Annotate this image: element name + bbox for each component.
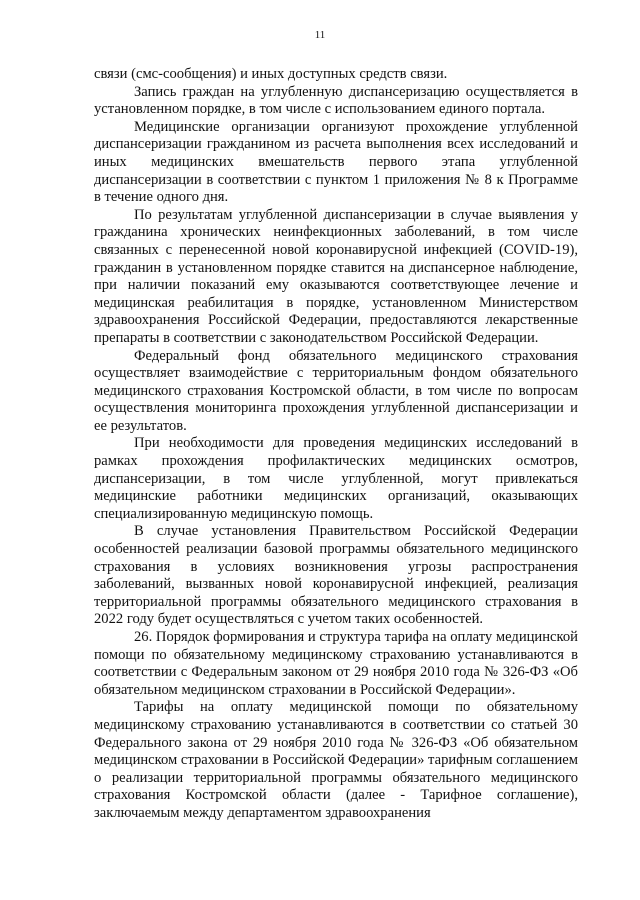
paragraph-continuation: связи (смс-сообщения) и иных доступных средств связи. <box>94 66 448 82</box>
paragraph-results: По результатам углубленной диспансеризации в случае выявления у гражданина хронических неинфекционных заболеваний, в том числе связанных с перенесенной новой коронавирусной инфекцией (COVID-19), гражданин в установленном порядке ставится на диспансерное наблюдение, при наличии показаний ему оказываются соответствующее лечение и медицинская реабилитация в порядке, установленном Министерством здравоохранения Российской Федерации, предоставляются лекарственные препараты в соответствии с законодательством Российской Федерации. <box>94 206 578 346</box>
paragraph-tariffs: Тарифы на оплату медицинской помощи по обязательному медицинскому страхованию устанавливаются в соответствии со статьей 30 Федерального закона от 29 ноября 2010 года № 326-ФЗ «Об обязательном медицинском страховании в Российской Федерации» тарифным соглашением о реализации территориальной программы обязательного медицинского страхования Костромской области (далее - Тарифное соглашение), заключаемым между департаментом здравоохранения <box>94 699 578 821</box>
page-number: 11 <box>314 29 326 41</box>
paragraph-registration: Запись граждан на углубленную диспансеризацию осуществляется в установленном порядке, в том числе с использованием единого портала. <box>94 83 578 118</box>
paragraph-specialists: При необходимости для проведения медицинских исследований в рамках прохождения профилактических медицинских осмотров, диспансеризации, в том числе углубленной, могут привлекаться медицинские работники медицинских организаций, оказывающих специализированную медицинскую помощь. <box>94 435 578 522</box>
paragraph-government-specifics: В случае установления Правительством Российской Федерации особенностей реализации базовой программы обязательного медицинского страхования в условиях возникновения угрозы распространения заболеваний, вызванных новой коронавирусной инфекцией, реализация территориальной программы обязательного медицинского страхования в 2022 году будет осуществляться с учетом таких особенностей. <box>94 523 578 628</box>
paragraph-organization: Медицинские организации организуют прохождение углубленной диспансеризации гражданином из расчета выполнения всех исследований и иных медицинских вмешательств первого этапа углубленной диспансеризации в соответствии с пунктом 1 приложения № 8 к Программе в течение одного дня. <box>94 118 578 206</box>
paragraph-section-26: 26. Порядок формирования и структура тарифа на оплату медицинской помощи по обязательному медицинскому страхованию устанавливаются в соответствии с Федеральным законом от 29 ноября 2010 года № 326-ФЗ «Об обязательном медицинском страховании в Российской Федерации». <box>94 629 578 698</box>
paragraph-federal-fund: Федеральный фонд обязательного медицинского страхования осуществляет взаимодействие с территориальным фондом обязательного медицинского страхования Костромской области, в том числе по вопросам осуществления мониторинга прохождения углубленной диспансеризации и ее результатов. <box>94 347 578 434</box>
body-text <box>94 66 578 823</box>
